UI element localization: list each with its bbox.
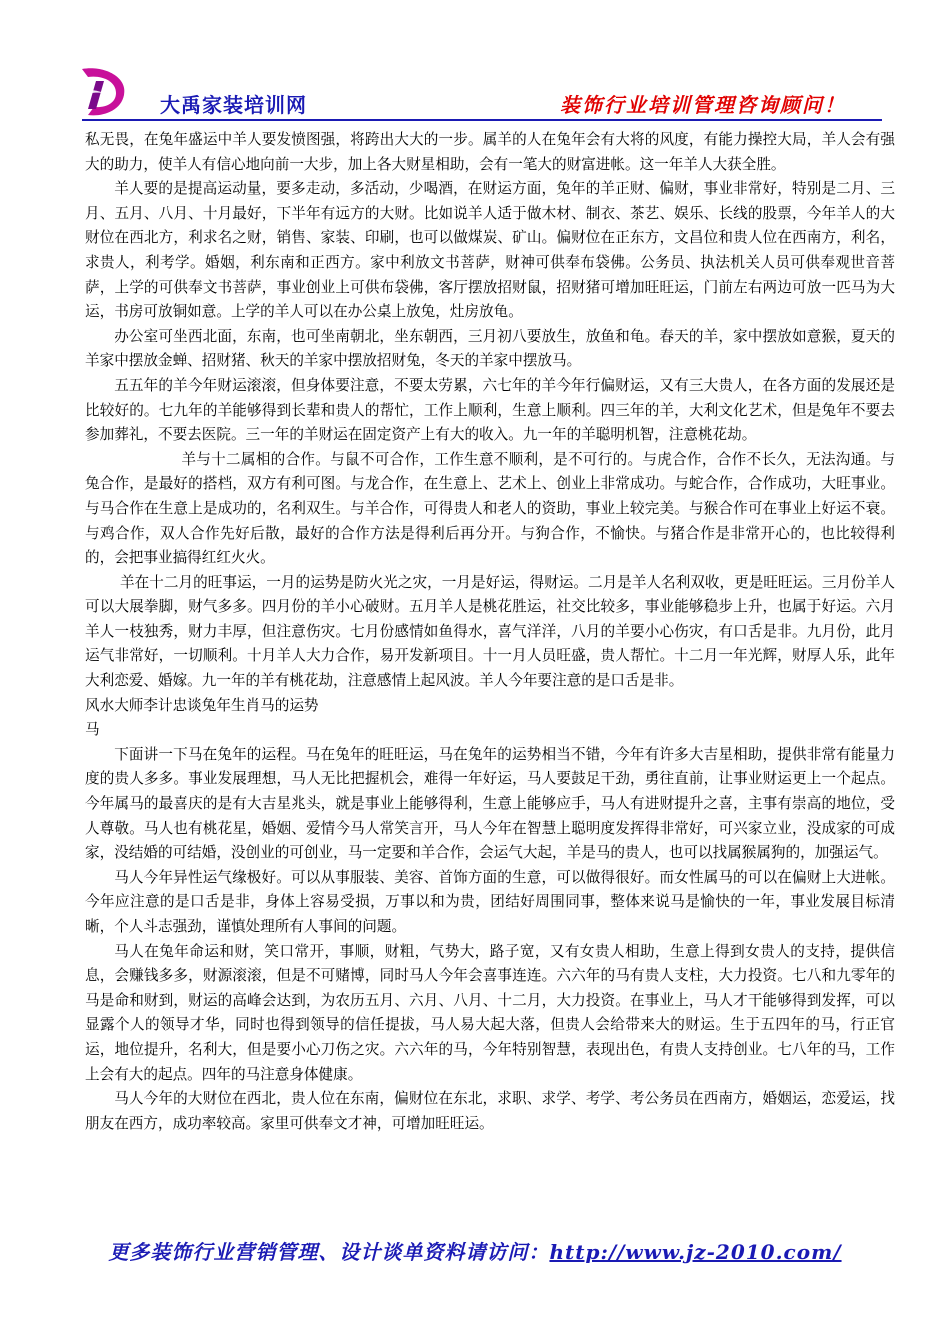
paragraph: 办公室可坐西北面，东南，也可坐南朝北，坐东朝西，三月初八要放生，放鱼和龟。春天的羊，家中摆放如意猴，夏天的羊家中摆放金蝉、招财猪、秋天的羊家中摆放招财兔，冬天的羊家中摆放马。	[85, 327, 895, 370]
section-subheading: 马	[85, 721, 100, 739]
paragraph: 羊人要的是提高运动量，要多走动，多活动，少喝酒，在财运方面，兔年的羊正财、偏财，事业非常好，特别是二月、三月、五月、八月、十月最好，下半年有远方的大财。比如说羊人适于做木材、制衣、茶艺、娱乐、长线的股票，今年羊人的大财位在西北方，利求名之财，销售、家装、印刷，也可以做煤炭、矿山。偏财位在正东方，文昌位和贵人位在西南方，利名，求贵人，利考学。婚姻，利东南和正西方。家中利放文书菩萨，财神可供奉布袋佛。公务员、执法机关人员可供奉观世音菩萨，上学的可供奉文书菩萨，事业创业上可供布袋佛，客厅摆放招财鼠，招财猪可增加旺旺运，门前左右两边可放一匹马为大运，书房可放铜如意。上学的羊人可以在办公桌上放兔，灶房放龟。	[85, 180, 895, 321]
site-name: 大禹家装培训网	[160, 93, 307, 117]
header-slogan: 装饰行业培训管理咨询顾问！	[560, 93, 846, 117]
article-body	[85, 128, 895, 1136]
page-footer	[0, 1236, 950, 1265]
paragraph: 羊与十二属相的合作。与鼠不可合作，工作生意不顺利，是不可行的。与虎合作，合作不长久，无法沟通。与兔合作，是最好的搭档，双方有利可图。与龙合作，在生意上、艺术上、创业上非常成功。与蛇合作，合作成功，大旺事业。与马合作在生意上是成功的，名利双生。与羊合作，可得贵人和老人的资助，事业上较完美。与猴合作可在事业上好运不衰。与鸡合作，双人合作先好后散，最好的合作方法是得利后再分开。与狗合作，不愉快。与猪合作是非常开心的，也比较得利的，会把事业搞得红红火火。	[85, 450, 895, 567]
footer-text: 更多装饰行业营销管理、设计谈单资料请访问：	[108, 1240, 550, 1264]
paragraph: 马人今年的大财位在西北，贵人位在东南，偏财位在东北，求职、求学、考学、考公务员在西南方，婚姻运，恋爱运，找朋友在西方，成功率较高。家里可供奉文才神，可增加旺旺运。	[85, 1090, 895, 1132]
paragraph: 羊在十二月的旺事运，一月的运势是防火光之灾，一月是好运，得财运。二月是羊人名利双收，更是旺旺运。三月份羊人可以大展拳脚，财气多多。四月份的羊小心破财。五月羊人是桃花胜运，社交比较多，事业能够稳步上升，也属于好运。六月羊人一枝独秀，财力丰厚，但注意伤灾。七月份感情如鱼得水，喜气洋洋，八月的羊要小心伤灾，有口舌是非。九月份，此月运气非常好，一切顺利。十月羊人大力合作，易开发新项目。十一月人员旺盛，贵人帮忙。十二月一年光辉，财厚人乐，此年大利恋爱、婚嫁。九一年的羊有桃花劫，注意感情上起风波。羊人今年要注意的是口舌是非。	[85, 573, 895, 690]
header-divider	[82, 119, 882, 121]
footer-link[interactable]: http://www.jz-2010.com/	[549, 1240, 842, 1264]
paragraph: 私无畏，在兔年盛运中羊人要发愤图强，将跨出大大的一步。属羊的人在兔年会有大将的风度，有能力操控大局，羊人会有强大的助力，使羊人有信心地向前一大步，加上各大财星相助，会有一笔大的财富进帐。这一年羊人大获全胜。	[85, 131, 895, 173]
page-header	[0, 0, 950, 130]
section-heading: 风水大师李计忠谈兔年生肖马的运势	[85, 696, 319, 714]
dayu-logo-icon	[74, 63, 130, 119]
paragraph: 下面讲一下马在兔年的运程。马在兔年的旺旺运，马在兔年的运势相当不错，今年有许多大吉星相助，提供非常有能量力度的贵人多多。事业发展理想，马人无比把握机会，难得一年好运，马人要鼓足干劲，勇往直前，让事业财运更上一个起点。今年属马的最喜庆的是有大吉星兆头，就是事业上能够得利，生意上能够应手，马人有进财提升之喜，主事有崇高的地位，受人尊敬。马人也有桃花星，婚姻、爱情今马人常笑言开，马人今年在智慧上聪明度发挥得非常好，可兴家立业，没成家的可成家，没结婚的可结婚，没创业的可创业，马一定要和羊合作，会运气大起，羊是马的贵人，也可以找属猴属狗的，加强运气。	[85, 745, 895, 862]
paragraph: 马人今年异性运气缘极好。可以从事服装、美容、首饰方面的生意，可以做得很好。而女性属马的可以在偏财上大进帐。今年应注意的是口舌是非，身体上容易受损，万事以和为贵，团结好周围同事，整体来说马是愉快的一年，事业发展目标清晰，个人斗志强劲，谨慎处理所有人事间的问题。	[85, 868, 895, 935]
paragraph: 五五年的羊今年财运滚滚，但身体要注意，不要太劳累，六七年的羊今年行偏财运，又有三大贵人，在各方面的发展还是比较好的。七九年的羊能够得到长辈和贵人的帮忙，工作上顺利，生意上顺利。四三年的羊，大利文化艺术，但是兔年不要去参加葬礼，不要去医院。三一年的羊财运在固定资产上有大的收入。九一年的羊聪明机智，注意桃花劫。	[85, 376, 895, 444]
paragraph: 马人在兔年命运和财，笑口常开，事顺，财粗，气势大，路子宽，又有女贵人相助，生意上得到女贵人的支持，提供信息，会赚钱多多，财源滚滚，但是不可赌博，同时马人今年会喜事连连。六六年的马有贵人支柱，大力投资。七八和九零年的马是命和财到，财运的高峰会达到，为农历五月、六月、八月、十二月，大力投资。在事业上，马人才干能够得到发挥，可以显露个人的领导才华，同时也得到领导的信任提拔，马人易大起大落，但贵人会给带来大的财运。生于五四年的马，行正官运，地位提升，名利大，但是要小心刀伤之灾。六六年的马，今年特别智慧，表现出色，有贵人支持创业。七八年的马，工作上会有大的起点。四年的马注意身体健康。	[85, 942, 895, 1083]
